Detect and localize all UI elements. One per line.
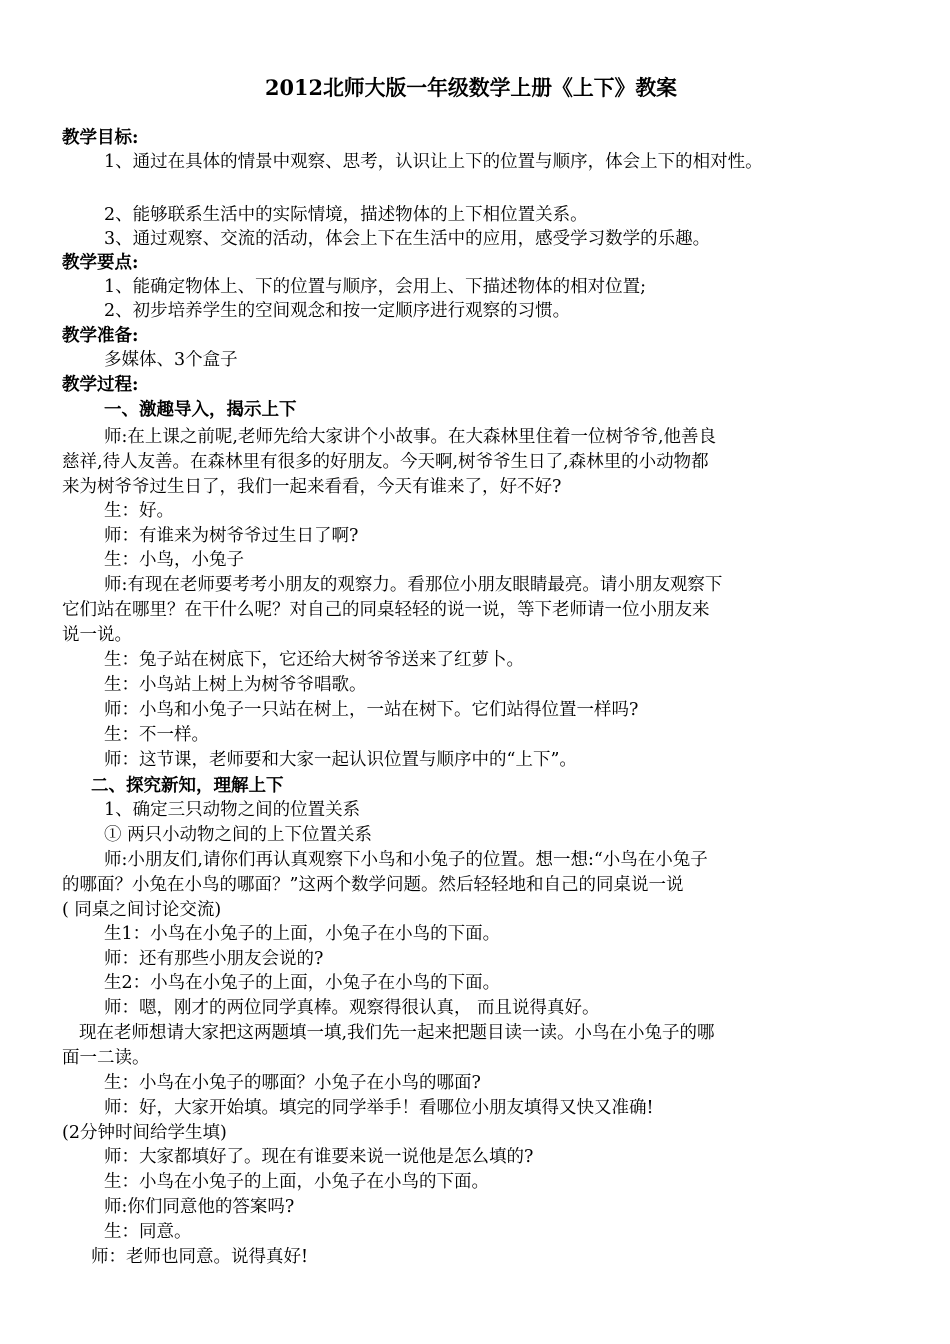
section1-line: 师：这节课，老师要和大家一起认识位置与顺序中的“上下”。 bbox=[104, 750, 577, 770]
section2-line: 1、确定三只动物之间的位置关系 bbox=[104, 800, 361, 820]
section2-line: 师：老师也同意。说得真好! bbox=[91, 1247, 309, 1267]
section2-line: (2分钟时间给学生填) bbox=[62, 1123, 227, 1143]
key-points-heading: 教学要点: bbox=[62, 253, 139, 273]
section2-line: 生2：小鸟在小兔子的上面，小兔子在小鸟的下面。 bbox=[104, 973, 501, 993]
section1-line: 师:有现在老师要考考小朋友的观察力。看那位小朋友眼睛最亮。请小朋友观察下 bbox=[104, 575, 723, 595]
objective-item-3: 3、通过观察、交流的活动，体会上下在生活中的应用，感受学习数学的乐趣。 bbox=[104, 229, 711, 249]
process-heading: 教学过程: bbox=[62, 375, 139, 395]
section1-line: 生：兔子站在树底下，它还给大树爷爷送来了红萝卜。 bbox=[104, 650, 524, 670]
section2-line: 师：大家都填好了。现在有谁要来说一说他是怎么填的? bbox=[104, 1147, 534, 1167]
objectives-heading: 教学目标: bbox=[62, 128, 139, 148]
section1-line: 师:在上课之前呢,老师先给大家讲个小故事。在大森林里住着一位树爷爷,他善良 bbox=[104, 427, 717, 447]
objective-item-1: 1、通过在具体的情景中观察、思考，认识让上下的位置与顺序，体会上下的相对性。 bbox=[104, 152, 763, 172]
section2-line: 生：小鸟在小兔子的哪面？小兔子在小鸟的哪面? bbox=[104, 1073, 481, 1093]
section1-line: 它们站在哪里？在干什么呢？对自己的同桌轻轻的说一说，等下老师请一位小朋友来 bbox=[62, 600, 710, 620]
section1-line: 说一说。 bbox=[62, 625, 132, 645]
section1-line: 生：小鸟站上树上为树爷爷唱歌。 bbox=[104, 675, 367, 695]
section2-line: 生：小鸟在小兔子的上面，小兔子在小鸟的下面。 bbox=[104, 1172, 489, 1192]
section2-line: 的哪面？小兔在小鸟的哪面？”这两个数学问题。然后轻轻地和自己的同桌说一说 bbox=[62, 875, 684, 895]
section2-line: 师：好，大家开始填。填完的同学举手！看哪位小朋友填得又快又准确! bbox=[104, 1098, 654, 1118]
preparation-item-1: 多媒体、3个盒子 bbox=[104, 350, 238, 370]
section2-line: ( 同桌之间讨论交流) bbox=[62, 900, 222, 920]
section1-line: 慈祥,待人友善。在森林里有很多的好朋友。今天啊,树爷爷生日了,森林里的小动物都 bbox=[62, 452, 709, 472]
section1-line: 生：小鸟，小兔子 bbox=[104, 550, 244, 570]
section1-line: 来为树爷爷过生日了，我们一起来看看，今天有谁来了，好不好? bbox=[62, 477, 562, 497]
document-title: 2012北师大版一年级数学上册《上下》教案 bbox=[265, 75, 677, 100]
section1-line: 生：好。 bbox=[104, 501, 174, 521]
section2-line: 师:小朋友们,请你们再认真观察下小鸟和小兔子的位置。想一想:“小鸟在小兔子 bbox=[104, 850, 708, 870]
objective-item-2: 2、能够联系生活中的实际情境，描述物体的上下相位置关系。 bbox=[104, 205, 588, 225]
key-point-item-2: 2、初步培养学生的空间观念和按一定顺序进行观察的习惯。 bbox=[104, 301, 571, 321]
section2-line: 现在老师想请大家把这两题填一填,我们先一起来把题目读一读。小鸟在小兔子的哪 bbox=[79, 1023, 715, 1043]
key-point-item-1: 1、能确定物体上、下的位置与顺序，会用上、下描述物体的相对位置; bbox=[104, 277, 647, 297]
section1-line: 师：有谁来为树爷爷过生日了啊? bbox=[104, 526, 359, 546]
section1-line: 生：不一样。 bbox=[104, 725, 209, 745]
section2-heading: 二、探究新知，理解上下 bbox=[91, 776, 284, 796]
section1-line: 师：小鸟和小兔子一只站在树上，一站在树下。它们站得位置一样吗? bbox=[104, 700, 639, 720]
section2-line: 面一二读。 bbox=[62, 1048, 150, 1068]
section2-line: 师：嗯，刚才的两位同学真棒。观察得很认真， 而且说得真好。 bbox=[104, 998, 600, 1018]
section2-line: 师：还有那些小朋友会说的? bbox=[104, 949, 324, 969]
section2-line: 师:你们同意他的答案吗? bbox=[104, 1197, 295, 1217]
section2-line: 生：同意。 bbox=[104, 1222, 192, 1242]
section2-line: 生1：小鸟在小兔子的上面，小兔子在小鸟的下面。 bbox=[104, 924, 501, 944]
section1-heading: 一、激趣导入，揭示上下 bbox=[104, 400, 297, 420]
section2-line: ① 两只小动物之间的上下位置关系 bbox=[104, 825, 373, 845]
preparation-heading: 教学准备: bbox=[62, 326, 139, 346]
